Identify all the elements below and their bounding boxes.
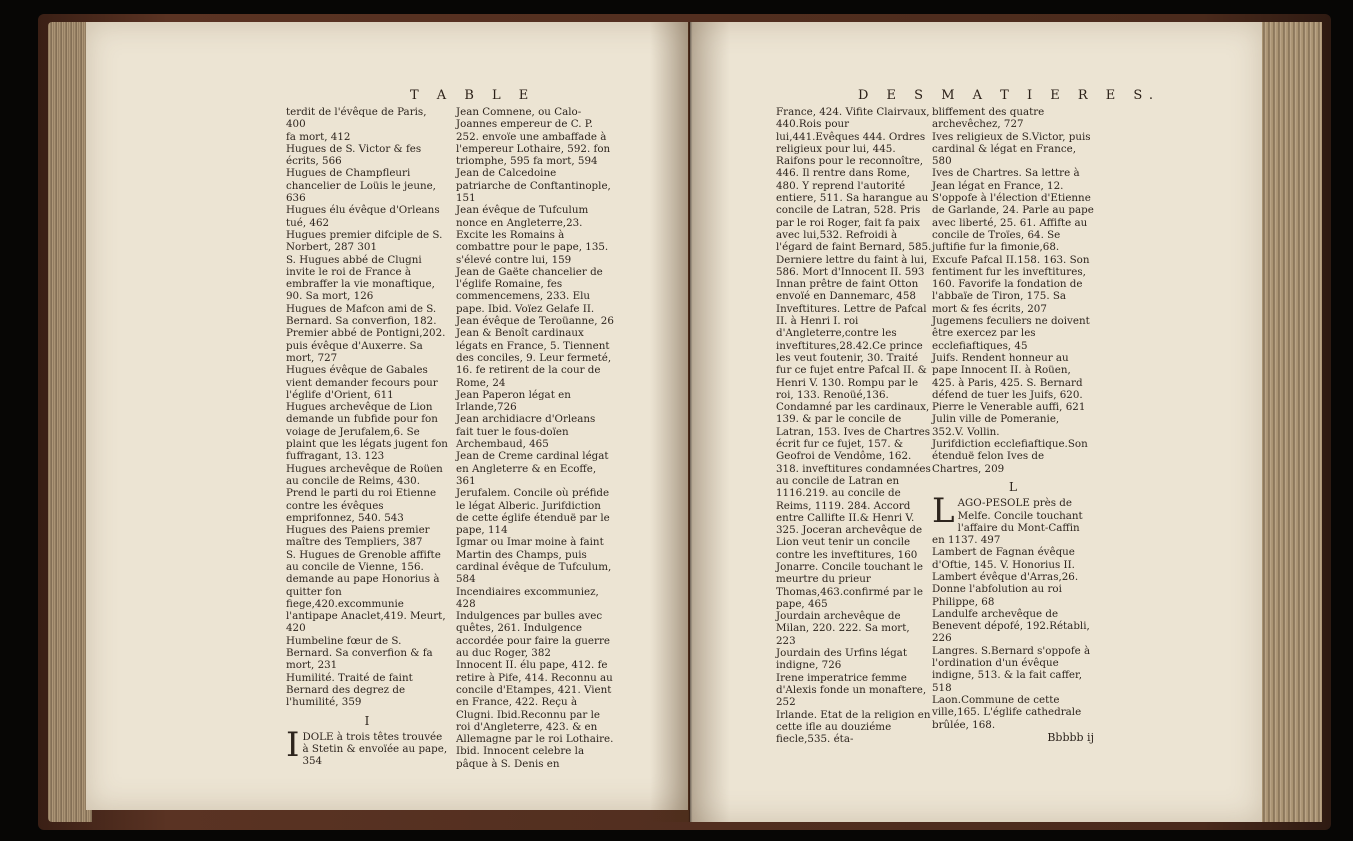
index-entry: Hugues archevêque de Lion demande un fubfide pour fon voiage de Jerufalem,6. Se plaint que les légats jugent fon fuffragant, 13. 123 xyxy=(286,401,448,463)
right-running-header: D E S M A T I E R E S. xyxy=(858,88,1160,103)
index-entry: Lambert de Fagnan évêque d'Oftie, 145. V. Honorius II. xyxy=(932,546,1075,571)
index-entry: Incendiaires excommuniez, 428 xyxy=(456,585,599,610)
index-entry: Jugemens feculiers ne doivent être exercez par les ecclefiaftiques, 45 xyxy=(932,315,1090,352)
index-entry: Irene imperatrice femme d'Alexis fonde un monaftere, 252 xyxy=(776,671,927,709)
drop-cap-l: L xyxy=(932,491,955,532)
index-entry: Hugues premier difciple de S. Norbert, 287 301 xyxy=(286,228,443,254)
right-column-2 xyxy=(932,106,1094,744)
index-entry: fa mort, 412 xyxy=(286,130,351,143)
index-entry-drop-cap xyxy=(932,491,1094,547)
right-page-edges xyxy=(1262,22,1322,822)
index-entry: Ives religieux de S.Victor, puis cardinal & légat en France, 580 xyxy=(932,130,1091,168)
index-entry: Jourdain des Urfins légat indigne, 726 xyxy=(776,647,907,672)
right-column-1 xyxy=(776,106,932,745)
index-entry: terdit de l'évêque de Paris, 400 xyxy=(286,106,427,131)
index-entry: Hugues évêque de Gabales vient demander fecours pour l'églife d'Orient, 611 xyxy=(286,364,438,401)
index-entry: Jean archidiacre d'Orleans fait tuer le fous-doïen Archembaud, 465 xyxy=(456,413,596,451)
index-entry: Jean de Creme cardinal légat en Angleterre & en Ecoffe, 361 xyxy=(456,450,609,487)
left-column-1 xyxy=(286,106,448,768)
index-entry: Innocent II. élu pape, 412. fe retire à Pife, 414. Reconnu au concile d'Etampes, 421. Vient en France, 422. Reçu à Clugni. Ibid.Reconnu par le roi d'Angleterre, 423. & en Allemagne par le roi Lothaire. Ibid. Innocent celebre la pâque à S. Denis en xyxy=(456,659,614,770)
index-entry: Humilité. Traité de faint Bernard des degrez de l'humilité, 359 xyxy=(286,671,413,709)
index-entry: Igmar ou Imar moine à faint Martin des Champs, puis cardinal évêque de Tufculum, 584 xyxy=(456,536,612,586)
index-entry: France, 424. Vifite Clairvaux, 440.Rois pour lui,441.Evêques 444. Ordres religieux pour lui, 445. Raifons pour le reconnoître, 446. Il rentre dans Rome, 480. Y reprend l'autorité entiere, 511. Sa harangue au concile de Latran, 528. Pris par le roi Roger, fait fa paix avec lui,532. Refroidi à l'égard de faint Bernard, 585. Derniere lettre du faint à lui, 586. Mort d'Innocent II. 593 xyxy=(776,106,932,278)
index-entry: Julin ville de Pomeranie, 352.V. Vollin. xyxy=(932,413,1060,438)
index-entry: Jerufalem. Concile où préfide le légat Alberic. Jurifdiction de cette églife étenduë par le pape, 114 xyxy=(456,487,610,537)
index-entry: Jean & Benoît cardinaux légats en France, 5. Tiennent des conciles, 9. Leur fermeté, 16. fe retirent de la cour de Rome, 24 xyxy=(456,327,612,389)
index-entry: Hugues des Paiens premier maître des Templiers, 387 xyxy=(286,524,430,549)
index-entry: Langres. S.Bernard s'oppofe à l'ordination d'un évêque indigne, 513. & la fait caffer, 518 xyxy=(932,644,1091,694)
index-entry: Landulfe archevêque de Benevent dépofé, 192.Rétabli, 226 xyxy=(932,607,1090,645)
index-entry: AGO-PESOLE près de Melfe. Concile touchant l'affaire du Mont-Caffin en 1137. 497 xyxy=(932,497,1083,547)
index-entry: Jean de Gaëte chancelier de l'églife Romaine, fes commencemens, 233. Elu pape. Ibid. Voïez Gelafe II. xyxy=(456,265,603,315)
index-entry: Innan prêtre de faint Otton envoïé en Dannemarc, 458 xyxy=(776,278,919,303)
section-letter-i: I xyxy=(364,713,370,728)
index-entry: Hugues élu évêque d'Orleans tué, 462 xyxy=(286,204,440,229)
index-entry: bliffement des quatre archevêchez, 727 xyxy=(932,106,1045,131)
drop-cap-i: I xyxy=(286,724,300,765)
left-column-2 xyxy=(456,106,614,770)
index-entry: Hugues de S. Victor & fes écrits, 566 xyxy=(286,142,422,168)
index-entry: Jonarre. Concile touchant le meurtre du prieur Thomas,463.confirmé par le pape, 465 xyxy=(776,560,923,610)
index-entry: Hugues de Champfleuri chancelier de Loüis le jeune, 636 xyxy=(286,167,436,205)
index-entry: Inveftitures. Lettre de Pafcal II. à Henri I. roi d'Angleterre,contre les inveftitures,28.42.Ce prince les veut foutenir, 30. Traité fur ce fujet entre Pafcal II. & Henri V. 130. Rompu par le roi, 133. Renoüé,136. Condamné par les cardinaux, 139. & par le concile de Latran, 153. Ives de Chartres écrit fur ce fujet, 157. & Geofroi de Vendôme, 162. 318. inveftitures condamnées au concile de Latran en 1116.219. au concile de Reims, 1119. 284. Accord entre Callifte II.& Henri V. 325. Joceran archevêque de Lion veut tenir un concile contre les inveftitures, 160 xyxy=(776,302,931,561)
index-entry: Jourdain archevêque de Milan, 220. 222. Sa mort, 223 xyxy=(776,610,910,647)
index-entry: Laon.Commune de cette ville,165. L'églife cathedrale brûlée, 168. xyxy=(932,693,1082,731)
index-entry: Jean Comnene, ou Calo-Joannes empereur de C. P. 252. envoïe une ambaffade à l'empereur Lothaire, 592. fon triomphe, 595 fa mort, 594 xyxy=(456,106,611,168)
index-entry: Humbeline fœur de S. Bernard. Sa converfion & fa mort, 231 xyxy=(286,634,433,672)
index-entry: Indulgences par bulles avec quêtes, 261. Indulgence accordée pour faire la guerre au duc Roger, 382 xyxy=(456,610,610,660)
index-entry: Jean évêque de Teroüanne, 26 xyxy=(456,315,614,328)
section-letter-l: L xyxy=(1009,479,1017,494)
book-gutter xyxy=(650,22,730,822)
index-entry: Jean évêque de Tufculum nonce en Angleterre,23. Excite les Romains à combattre pour le pape, 135. s'élevé contre lui, 159 xyxy=(456,204,609,266)
index-entry: Lambert évêque d'Arras,26. Donne l'abfolution au roi Philippe, 68 xyxy=(932,570,1079,608)
index-entry: Jean de Calcedoine patriarche de Conftantinople, 151 xyxy=(456,167,611,205)
index-entry: Jurifdiction ecclefiaftique.Son étenduë felon Ives de Chartres, 209 xyxy=(932,438,1088,475)
index-entry: DOLE à trois têtes trouvée à Stetin & envoïée au pape, 354 xyxy=(302,730,448,768)
left-running-header: T A B L E xyxy=(410,88,536,103)
index-entry: Jean Paperon légat en Irlande,726 xyxy=(456,388,571,414)
index-entry: S. Hugues abbé de Clugni invite le roi de France à embraffer la vie monaftique, 90. Sa mort, 126 xyxy=(286,253,435,303)
index-entry: S. Hugues de Grenoble affifte au concile de Vienne, 156. demande au pape Honorius à quitter fon fiege,420.excommunie l'antipape Anaclet,419. Meurt, 420 xyxy=(286,548,446,635)
index-entry: Irlande. Etat de la religion en cette ifle au douziéme fiecle,535. éta- xyxy=(776,708,931,746)
index-entry: Juifs. Rendent honneur au pape Innocent II. à Roüen, 425. à Paris, 425. S. Bernard défend de tuer les Juifs, 620. Pierre le Venerable auffi, 621 xyxy=(932,351,1086,414)
index-entry-drop-cap xyxy=(286,724,448,768)
index-entry: Hugues archevêque de Roüen au concile de Reims, 430. Prend le parti du roi Etienne contre les évêques emprifonnez, 540. 543 xyxy=(286,462,443,524)
signature-mark: Bbbbb ij xyxy=(1047,730,1094,744)
index-entry: Hugues de Mafcon ami de S. Bernard. Sa converfion, 182. Premier abbé de Pontigni,202. puis évêque d'Auxerre. Sa mort, 727 xyxy=(286,302,446,364)
index-entry: Ives de Chartres. Sa lettre à Jean légat en France, 12. S'oppofe à l'élection d'Etienne de Garlande, 24. Parle au pape avec liberté, 25. 61. Affifte au concile de Troïes, 64. Se juftifie fur la fimonie,68. Excufe Pafcal II.158. 163. Son fentiment fur les inveftitures, 160. Favorife la fondation de l'abbaïe de Tiron, 175. Sa mort & fes écrits, 207 xyxy=(932,167,1094,315)
